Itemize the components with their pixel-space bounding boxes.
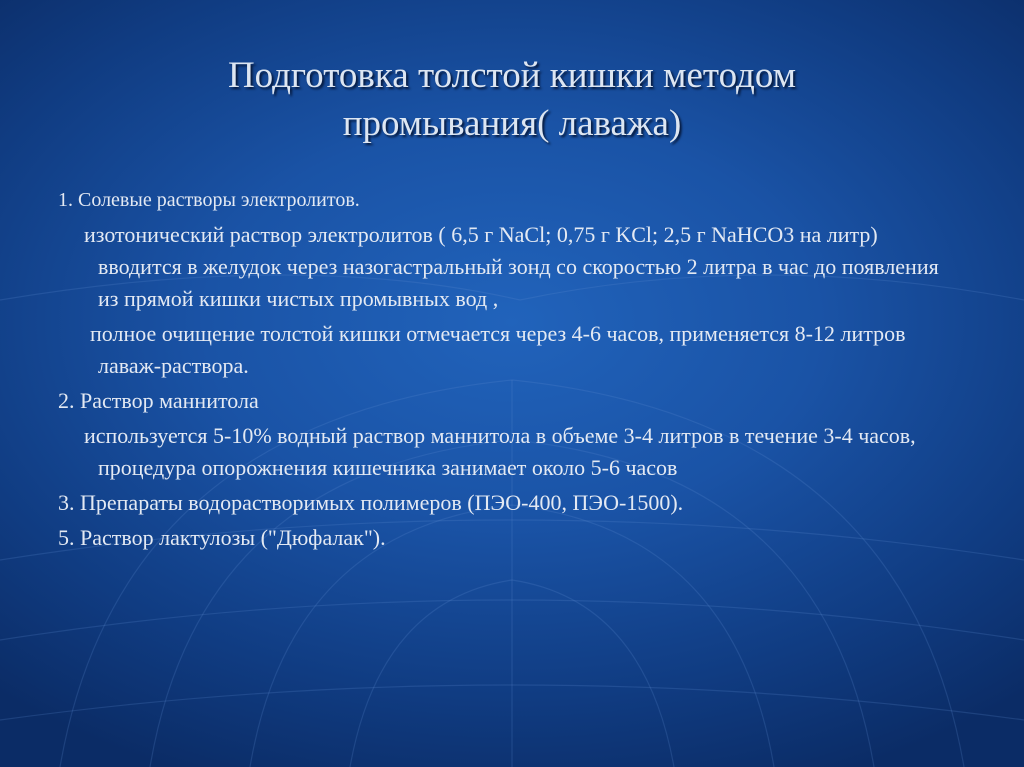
list-item-lactulose: 5. Раствор лактулозы ("Дюфалак"). bbox=[58, 525, 386, 550]
slide-title-line-2: промывания( лаважа) bbox=[342, 103, 682, 144]
list-item-polymers: 3. Препараты водорастворимых полимеров (ПЭО-400, ПЭО-1500). bbox=[58, 490, 684, 515]
list-item-mannitol: 2. Раствор маннитола bbox=[58, 388, 259, 413]
slide-title bbox=[100, 52, 924, 148]
slide-title-line-1: Подготовка толстой кишки методом bbox=[227, 55, 797, 96]
list-item-isotonic-solution: изотонический раствор электролитов ( 6,5 г NaCl; 0,75 г KCl; 2,5 г NaHCO3 на литр) вводится в желудок через назогастральный зонд со скоростью 2 литра в час до появления из прямой кишки чистых промывных вод , bbox=[84, 222, 939, 311]
list-item-mannitol-usage: используется 5-10% водный раствор маннитола в объеме 3-4 литров в течение 3-4 часов, процедура опорожнения кишечника занимает около 5-6 часов bbox=[84, 423, 916, 480]
slide-body bbox=[58, 184, 958, 554]
list-item-full-cleansing: полное очищение толстой кишки отмечается через 4-6 часов, применяется 8-12 литров лаваж-раствора. bbox=[90, 321, 906, 378]
list-item-salt-solutions: 1. Солевые растворы электролитов. bbox=[58, 189, 360, 211]
